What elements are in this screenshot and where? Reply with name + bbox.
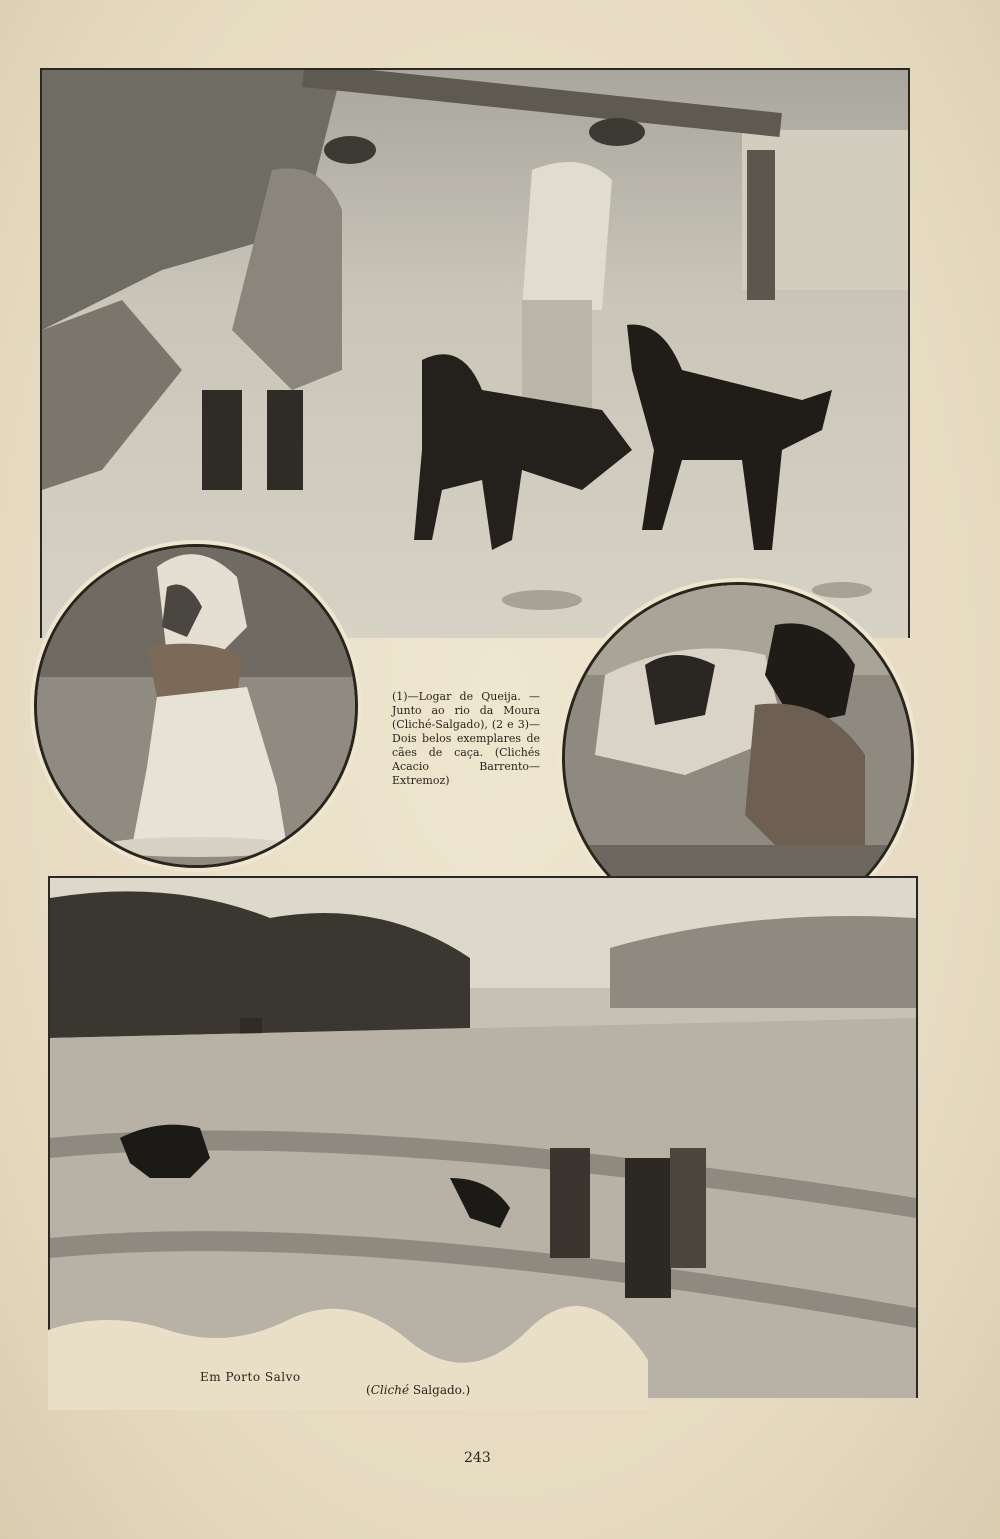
credit-italic: Cliché [370,1383,410,1397]
page-number: 243 [464,1450,491,1466]
torn-paper-edge [48,1290,648,1410]
center-caption-text: (1)—Logar de Queija. — Junto ao rio da Moura (Cliché-Salgado), (2 e 3)—Dois belos exemplares de cães de caça. (Clichés Acacio Barrento—Extremoz) [392,690,540,787]
photo-dog-with-bird-image [37,547,355,865]
center-caption [392,690,540,788]
credit-open: ( [366,1383,371,1397]
photo-dog-with-bird [34,544,358,868]
caption-cliche-credit [366,1383,470,1397]
caption-porto-salvo: Em Porto Salvo [200,1370,301,1384]
credit-rest: Salgado.) [409,1383,471,1397]
